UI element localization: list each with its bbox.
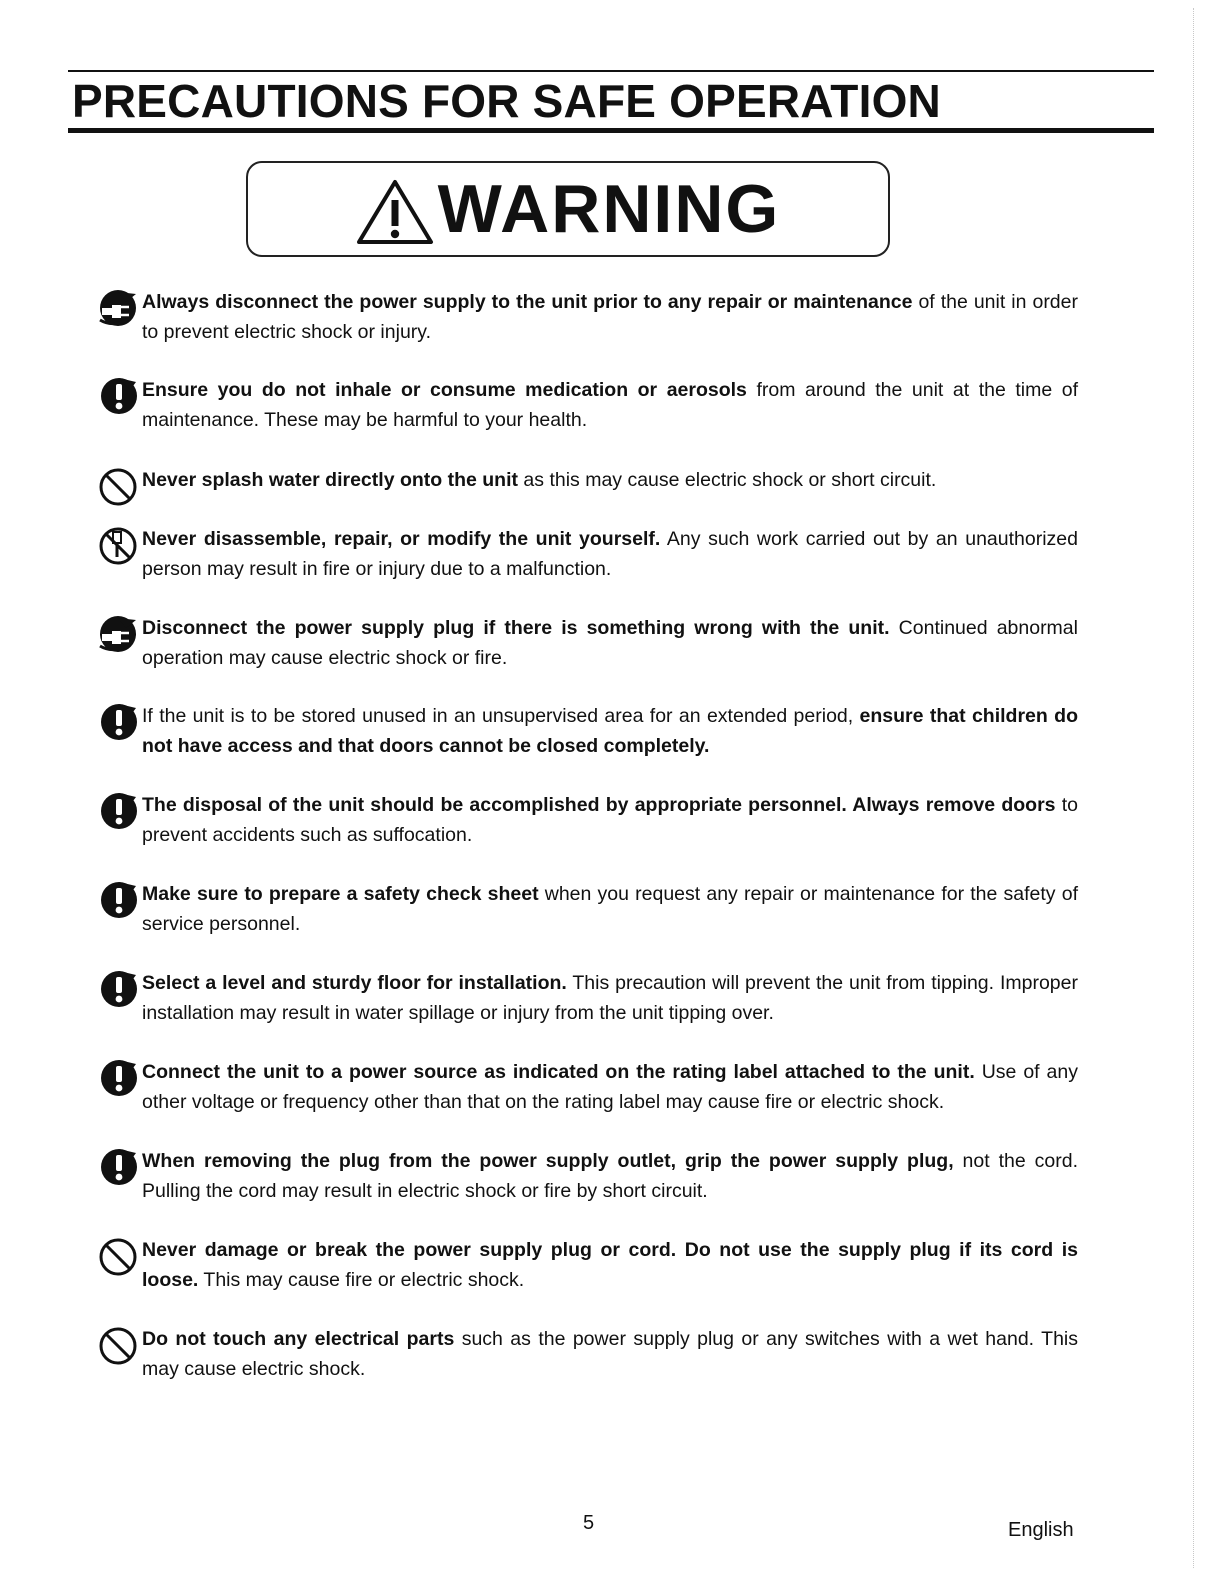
item-bold-text: ensure that children do not have access and that doors cannot be closed completely. [142, 705, 1078, 757]
no-disassembly-icon [96, 523, 140, 567]
header-bottom-rule [68, 128, 1154, 133]
item-body-text: This may cause fire or electric shock. [198, 1268, 525, 1291]
precaution-item-11 [96, 1147, 1078, 1206]
item-bold-text: The disposal of the unit should be accomplished by appropriate personnel. Always remove doors [142, 794, 1056, 816]
item-body-text: to prevent accidents such as suffocation. [142, 794, 1078, 846]
precaution-item-2 [96, 376, 1078, 435]
item-bold-text: Always disconnect the power supply to the unit prior to any repair or maintenance [142, 291, 913, 313]
precaution-item-5 [96, 614, 1078, 673]
prohibition-icon [96, 464, 140, 508]
item-body-text: not the cord. Pulling the cord may result in electric shock or fire by short circuit. [142, 1150, 1078, 1202]
item-body-text: This precaution will prevent the unit from tipping. Improper installation may result in water spillage or injury from the unit tipping over. [142, 972, 1078, 1024]
precaution-item-4 [96, 525, 1078, 584]
precaution-item-13 [96, 1325, 1078, 1384]
mandatory-action-icon [96, 700, 140, 744]
item-bold-text: When removing the plug from the power supply outlet, grip the power supply plug, [142, 1150, 954, 1172]
mandatory-action-icon [96, 878, 140, 922]
mandatory-action-icon [96, 967, 140, 1011]
scan-edge-line [1193, 8, 1194, 1568]
warning-triangle-icon [356, 178, 434, 246]
item-bold-text: Never disassemble, repair, or modify the unit yourself. [142, 528, 661, 550]
mandatory-action-icon [96, 1056, 140, 1100]
item-body-text: such as the power supply plug or any switches with a wet hand. This may cause electric shock. [142, 1328, 1078, 1380]
language-label: English [1008, 1519, 1074, 1541]
item-bold-text: Disconnect the power supply plug if there is something wrong with the unit. [142, 617, 890, 639]
unplug-icon [96, 612, 140, 656]
precaution-item-9 [96, 969, 1078, 1028]
item-body-text: If the unit is to be stored unused in an unsupervised area for an extended period, [142, 705, 860, 727]
precaution-item-7 [96, 791, 1078, 850]
item-body-text: Use of any other voltage or frequency other than that on the rating label may cause fire or electric shock. [142, 1061, 1078, 1113]
header-top-rule [68, 70, 1154, 72]
item-bold-text: Never splash water directly onto the unit [142, 469, 519, 491]
precaution-item-3 [96, 466, 1078, 496]
item-bold-text: Connect the unit to a power source as indicated on the rating label attached to the unit. [142, 1061, 975, 1083]
precaution-item-8 [96, 880, 1078, 939]
mandatory-action-icon [96, 1145, 140, 1189]
mandatory-action-icon [96, 789, 140, 833]
item-body-text: of the unit in order to prevent electric shock or injury. [142, 291, 1078, 343]
warning-banner [246, 161, 890, 257]
precaution-item-10 [96, 1058, 1078, 1117]
mandatory-action-icon [96, 374, 140, 418]
item-bold-text: Never damage or break the power supply plug or cord. Do not use the supply plug if its cord is loose. [142, 1239, 1078, 1291]
item-bold-text: Select a level and sturdy floor for installation. [142, 972, 567, 994]
precaution-item-12 [96, 1236, 1078, 1295]
prohibition-icon [96, 1234, 140, 1278]
item-body-text: from around the unit at the time of maintenance. These may be harmful to your health. [142, 379, 1078, 431]
warning-label: WARNING [437, 171, 781, 247]
item-body-text: Any such work carried out by an unauthorized person may result in fire or injury due to a malfunction. [142, 528, 1078, 580]
item-bold-text: Ensure you do not inhale or consume medication or aerosols [142, 379, 747, 401]
item-body-text: when you request any repair or maintenance for the safety of service personnel. [142, 883, 1078, 935]
unplug-icon [96, 286, 140, 330]
page-number: 5 [583, 1512, 595, 1534]
item-body-text: Continued abnormal operation may cause electric shock or fire. [142, 617, 1078, 669]
precaution-item-6 [96, 702, 1078, 761]
page-title: PRECAUTIONS FOR SAFE OPERATION [72, 75, 941, 127]
precaution-item-1 [96, 288, 1078, 347]
item-body-text: as this may cause electric shock or short circuit. [518, 469, 937, 491]
item-bold-text: Make sure to prepare a safety check sheet [142, 883, 539, 905]
prohibition-icon [96, 1323, 140, 1367]
item-bold-text: Do not touch any electrical parts [142, 1328, 455, 1350]
